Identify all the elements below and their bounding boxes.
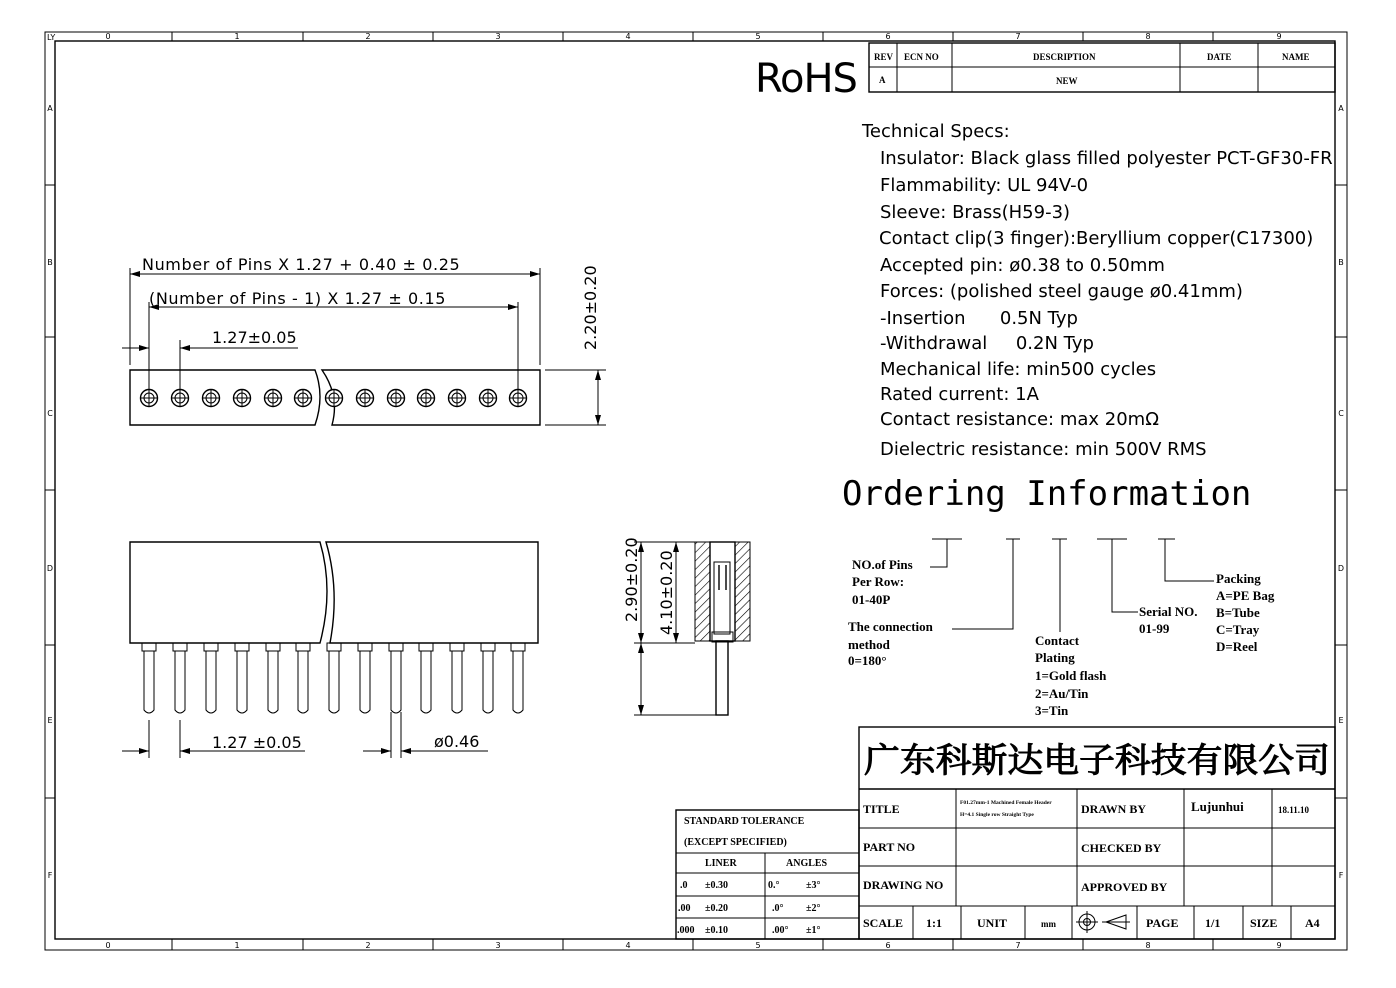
header-pin — [235, 643, 249, 713]
spec-line: Sleeve: Brass(H59-3) — [880, 202, 1071, 223]
frame-row-label: E — [1338, 716, 1344, 725]
frame-row-label: B — [1338, 258, 1344, 267]
ordering-information — [842, 474, 1275, 718]
connection-value: 0=180° — [848, 653, 887, 668]
spec-line: Contact resistance: max 20mΩ — [880, 409, 1159, 430]
plating-option: 1=Gold flash — [1035, 668, 1107, 683]
tolerance-cell: .00° — [772, 925, 789, 936]
header-pin — [389, 643, 403, 713]
packing-option: C=Tray — [1216, 622, 1260, 637]
title-label: TITLE — [863, 802, 900, 816]
technical-specs — [861, 121, 1333, 460]
frame-row-label: C — [1338, 409, 1344, 418]
rohs-mark: RoHS — [755, 56, 857, 102]
tolerance-cell: .00 — [678, 903, 691, 914]
header-pin — [327, 643, 341, 713]
packing-option: D=Reel — [1216, 639, 1258, 654]
drawing-no-label: DRAWING NO — [863, 878, 944, 892]
pin-hole — [265, 390, 282, 407]
frame-column-label: 1 — [234, 32, 240, 41]
page-value: 1/1 — [1205, 916, 1221, 930]
packing-option: A=PE Bag — [1216, 588, 1275, 603]
frame-column-label: 9 — [1276, 941, 1282, 950]
tolerance-cell: ±3° — [806, 880, 821, 891]
unit-value: mm — [1041, 919, 1056, 929]
unit-label: UNIT — [977, 916, 1008, 930]
size-value: A4 — [1305, 916, 1320, 930]
tolerance-cell: .0 — [680, 880, 688, 891]
tolerance-cell: 0.° — [768, 880, 780, 891]
date-header: DATE — [1207, 52, 1232, 62]
header-pin — [511, 643, 525, 713]
plating-label: Plating — [1035, 650, 1075, 665]
frame-column-label: 6 — [885, 32, 891, 41]
header-pin — [173, 643, 187, 713]
tolerance-cell: .0° — [772, 903, 784, 914]
pin-hole — [449, 390, 466, 407]
pin-span-dim: (Number of Pins - 1) X 1.27 ± 0.15 — [149, 289, 447, 308]
drawn-by-value: Lujunhui — [1191, 799, 1244, 814]
frame-column-label: 9 — [1276, 32, 1282, 41]
header-pin — [142, 643, 156, 713]
frame-row-label: D — [46, 564, 54, 573]
frame-row-label: A — [1338, 104, 1344, 113]
frame-column-label: 7 — [1015, 941, 1021, 950]
title-value: H=4.1 Single row Straight Type — [960, 812, 1034, 818]
spec-line: Flammability: UL 94V-0 — [880, 175, 1089, 196]
company-name: 广东科斯达电子科技有限公司 — [864, 741, 1330, 781]
header-pin — [481, 643, 495, 713]
frame-column-label: 7 — [1015, 32, 1021, 41]
spec-line: Mechanical life: min500 cycles — [880, 359, 1157, 380]
spec-line: Dielectric resistance: min 500V RMS — [880, 439, 1207, 460]
tolerance-cell: ±0.30 — [705, 880, 728, 891]
spec-line: Accepted pin: ø0.38 to 0.50mm — [880, 255, 1165, 276]
front-view — [122, 542, 538, 758]
checked-by-label: CHECKED BY — [1081, 841, 1162, 855]
pin-hole — [295, 390, 312, 407]
top-view — [122, 255, 606, 425]
header-pin — [204, 643, 218, 713]
frame-corner-label: LY — [47, 33, 56, 42]
header-pin — [419, 643, 433, 713]
frame-row-label: D — [1337, 564, 1345, 573]
pins-per-row-label: NO.of Pins — [852, 557, 913, 572]
frame-column-label: 5 — [755, 941, 761, 950]
drawn-date: 18.11.10 — [1278, 805, 1310, 815]
frame-column-label: 2 — [365, 32, 371, 41]
frame-row-label: C — [47, 409, 53, 418]
frame-column-label: 0 — [105, 32, 111, 41]
projection-symbol-icon — [1076, 911, 1130, 933]
packing-label: Packing — [1216, 571, 1261, 586]
tolerance-cell: ±0.10 — [705, 925, 728, 936]
part-no-label: PART NO — [863, 840, 916, 854]
connection-label: The connection — [848, 619, 933, 634]
pin-hole — [234, 390, 251, 407]
pin-hole — [418, 390, 435, 407]
frame-column-label: 3 — [495, 941, 501, 950]
header-pin — [450, 643, 464, 713]
tolerance-table — [676, 810, 859, 939]
header-pin — [296, 643, 310, 713]
page-label: PAGE — [1146, 916, 1179, 930]
header-pin — [358, 643, 372, 713]
pin-hole — [326, 390, 343, 407]
frame-row-label: F — [1338, 871, 1344, 880]
description-value: NEW — [1056, 76, 1078, 86]
plating-option: 3=Tin — [1035, 703, 1069, 718]
height-top-dim: 2.20±0.20 — [581, 265, 600, 350]
pin-hole — [357, 390, 374, 407]
specs-heading: Technical Specs: — [862, 121, 1010, 142]
name-header: NAME — [1282, 52, 1310, 62]
pin-diameter-dim: ø0.46 — [434, 732, 480, 751]
frame-column-label: 6 — [885, 941, 891, 950]
frame-row-label: A — [47, 104, 53, 113]
frame-column-label: 4 — [625, 941, 631, 950]
plating-option: 2=Au/Tin — [1035, 686, 1089, 701]
tolerance-cell: ±0.20 — [705, 903, 728, 914]
side-height-dim-2: 4.10±0.20 — [657, 550, 676, 635]
description-header: DESCRIPTION — [1033, 52, 1096, 62]
tolerance-cell: ±1° — [806, 925, 821, 936]
spec-line: -Withdrawal 0.2N Typ — [880, 333, 1094, 354]
frame-row-label: B — [47, 258, 53, 267]
tolerance-title: STANDARD TOLERANCE — [684, 816, 805, 827]
spec-line: Insulator: Black glass filled polyester PCT-GF30-FR — [880, 148, 1333, 169]
frame-column-label: 8 — [1145, 32, 1151, 41]
spec-line: Forces: (polished steel gauge ø0.41mm) — [880, 281, 1243, 302]
tolerance-subtitle: (EXCEPT SPECIFIED) — [684, 837, 787, 848]
liner-header: LINER — [705, 858, 737, 869]
side-section-view — [622, 537, 750, 715]
scale-value: 1:1 — [926, 916, 942, 930]
pin-hole — [388, 390, 405, 407]
overall-length-dim: Number of Pins X 1.27 + 0.40 ± 0.25 — [142, 255, 461, 274]
rev-value: A — [879, 75, 886, 85]
pin-hole — [480, 390, 497, 407]
ecn-header: ECN NO — [904, 52, 939, 62]
plating-label: Contact — [1035, 633, 1080, 648]
pitch-top-dim: 1.27±0.05 — [212, 328, 297, 347]
connection-label: method — [848, 637, 890, 652]
tolerance-cell: ±2° — [806, 903, 821, 914]
frame-column-label: 0 — [105, 941, 111, 950]
frame-row-label: F — [47, 871, 53, 880]
header-pin — [266, 643, 280, 713]
ordering-title: Ordering Information — [842, 474, 1252, 514]
rev-header: REV — [874, 52, 894, 62]
pitch-front-dim: 1.27 ±0.05 — [212, 733, 302, 752]
angles-header: ANGLES — [786, 858, 828, 869]
scale-label: SCALE — [863, 916, 904, 930]
frame-column-label: 4 — [625, 32, 631, 41]
frame-column-label: 8 — [1145, 941, 1151, 950]
spec-line: -Insertion 0.5N Typ — [880, 308, 1078, 329]
frame-column-label: 3 — [495, 32, 501, 41]
spec-line: Rated current: 1A — [880, 384, 1039, 405]
frame-row-label: E — [47, 716, 53, 725]
pin-hole — [203, 390, 220, 407]
frame-column-label: 1 — [234, 941, 240, 950]
tolerance-cell: .000 — [677, 925, 695, 936]
frame-column-label: 2 — [365, 941, 371, 950]
packing-option: B=Tube — [1216, 605, 1260, 620]
spec-line: Contact clip(3 finger):Beryllium copper(C17300) — [879, 228, 1314, 249]
title-value: F01.27mm-1 Machined Female Header — [960, 800, 1052, 806]
serial-label: Serial NO. — [1139, 604, 1198, 619]
serial-value: 01-99 — [1139, 621, 1170, 636]
side-height-dim-1: 2.90±0.20 — [622, 537, 641, 622]
approved-by-label: APPROVED BY — [1081, 880, 1168, 894]
frame-column-label: 5 — [755, 32, 761, 41]
title-block — [859, 727, 1335, 939]
revision-table — [869, 43, 1335, 92]
size-label: SIZE — [1250, 916, 1278, 930]
pins-per-row-value: 01-40P — [852, 592, 891, 607]
pins-per-row-label: Per Row: — [852, 574, 905, 589]
drawn-by-label: DRAWN BY — [1081, 802, 1147, 816]
